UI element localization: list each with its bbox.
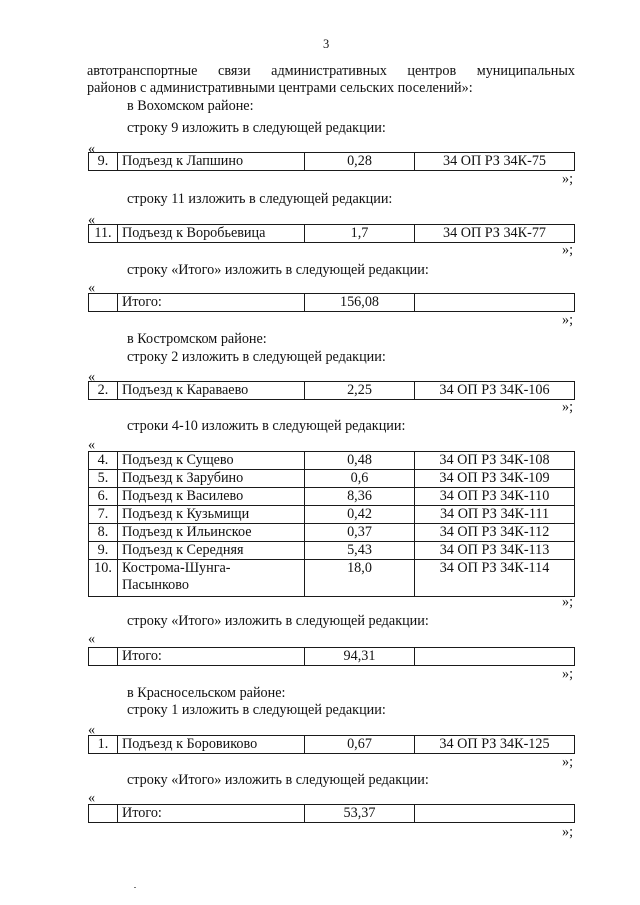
road-code: 34 ОП РЗ 34К-106 — [415, 382, 575, 400]
quote-close: »; — [562, 754, 574, 770]
total-length: 94,31 — [305, 648, 415, 666]
row-number — [89, 805, 118, 823]
quote-close: »; — [562, 399, 574, 415]
road-code: 34 ОП РЗ 34К-110 — [415, 488, 575, 506]
road-code: 34 ОП РЗ 34К-109 — [415, 470, 575, 488]
road-length: 0,67 — [305, 736, 415, 754]
quote-open: « — [88, 790, 96, 806]
road-code: 34 ОП РЗ 34К-113 — [415, 542, 575, 560]
quote-open: « — [88, 631, 96, 647]
road-name-line-1: Кострома-Шунга- — [122, 560, 231, 576]
road-name: Подъезд к Середняя — [118, 542, 305, 560]
row-number: 2. — [89, 382, 118, 400]
table-row — [89, 153, 575, 171]
kostroma-heading: в Костромском районе: — [127, 331, 267, 347]
krasnoe-instr-row1: строку 1 изложить в следующей редакции: — [127, 702, 386, 718]
road-name: Подъезд к Лапшино — [118, 153, 305, 171]
quote-open: « — [88, 212, 96, 228]
road-length: 5,43 — [305, 542, 415, 560]
vokhma-heading: в Вохомском районе: — [127, 98, 254, 114]
row-number: 6. — [89, 488, 118, 506]
road-code: 34 ОП РЗ 34К-108 — [415, 452, 575, 470]
road-name: Подъезд к Зарубино — [118, 470, 305, 488]
intro-word: центров — [407, 63, 457, 79]
road-name — [118, 560, 305, 597]
scan-speck — [134, 887, 136, 888]
row-number: 10. — [89, 560, 118, 597]
row-number: 7. — [89, 506, 118, 524]
road-name: Подъезд к Боровиково — [118, 736, 305, 754]
total-label: Итого: — [118, 648, 305, 666]
intro-line-2: районов с административными центрами сельских поселений»: — [87, 80, 473, 96]
total-code — [415, 294, 575, 312]
road-name-line-2: Пасынково — [122, 577, 189, 593]
intro-word: административных — [271, 63, 387, 79]
row-number: 9. — [89, 542, 118, 560]
road-length: 0,28 — [305, 153, 415, 171]
road-length: 0,37 — [305, 524, 415, 542]
quote-close: »; — [562, 824, 574, 840]
krasnoe-instr-total: строку «Итого» изложить в следующей редакции: — [127, 772, 429, 788]
row-number — [89, 648, 118, 666]
total-label: Итого: — [118, 805, 305, 823]
vokhma-total-table — [88, 293, 575, 312]
road-length: 18,0 — [305, 560, 415, 597]
vokhma-instr-total: строку «Итого» изложить в следующей редакции: — [127, 262, 429, 278]
quote-open: « — [88, 369, 96, 385]
table-row — [89, 488, 575, 506]
table-row — [89, 648, 575, 666]
table-row — [89, 805, 575, 823]
table-row — [89, 452, 575, 470]
quote-open: « — [88, 722, 96, 738]
vokhma-row9-table — [88, 152, 575, 171]
road-name: Подъезд к Сущево — [118, 452, 305, 470]
intro-paragraph — [87, 63, 575, 97]
road-name: Подъезд к Василево — [118, 488, 305, 506]
table-row — [89, 225, 575, 243]
table-row — [89, 470, 575, 488]
road-name: Подъезд к Кузьмищи — [118, 506, 305, 524]
table-row — [89, 524, 575, 542]
kostroma-total-table — [88, 647, 575, 666]
road-length: 8,36 — [305, 488, 415, 506]
intro-word: связи — [218, 63, 251, 79]
quote-open: « — [88, 280, 96, 296]
vokhma-instr-row9: строку 9 изложить в следующей редакции: — [127, 120, 386, 136]
road-length: 0,6 — [305, 470, 415, 488]
quote-open: « — [88, 141, 96, 157]
table-row — [89, 736, 575, 754]
road-code: 34 ОП РЗ 34К-125 — [415, 736, 575, 754]
vokhma-instr-row11: строку 11 изложить в следующей редакции: — [127, 191, 393, 207]
road-name: Подъезд к Ильинское — [118, 524, 305, 542]
intro-line-1 — [87, 63, 575, 80]
table-row — [89, 542, 575, 560]
total-length: 53,37 — [305, 805, 415, 823]
road-code: 34 ОП РЗ 34К-75 — [415, 153, 575, 171]
total-code — [415, 805, 575, 823]
kostroma-instr-total: строку «Итого» изложить в следующей редакции: — [127, 613, 429, 629]
kostroma-row2-table — [88, 381, 575, 400]
kostroma-instr-row2: строку 2 изложить в следующей редакции: — [127, 349, 386, 365]
row-number: 8. — [89, 524, 118, 542]
row-number: 1. — [89, 736, 118, 754]
quote-close: »; — [562, 666, 574, 682]
road-code: 34 ОП РЗ 34К-112 — [415, 524, 575, 542]
vokhma-row11-table — [88, 224, 575, 243]
table-row — [89, 382, 575, 400]
total-length: 156,08 — [305, 294, 415, 312]
road-length: 1,7 — [305, 225, 415, 243]
road-code: 34 ОП РЗ 34К-111 — [415, 506, 575, 524]
table-row — [89, 506, 575, 524]
row-number: 11. — [89, 225, 118, 243]
row-number: 4. — [89, 452, 118, 470]
row-number: 5. — [89, 470, 118, 488]
road-code: 34 ОП РЗ 34К-114 — [415, 560, 575, 597]
road-length: 0,48 — [305, 452, 415, 470]
table-row — [89, 560, 575, 597]
total-label: Итого: — [118, 294, 305, 312]
kostroma-instr-rows: строки 4-10 изложить в следующей редакции: — [127, 418, 406, 434]
table-row — [89, 294, 575, 312]
quote-close: »; — [562, 171, 574, 187]
intro-word: автотранспортные — [87, 63, 198, 79]
road-code: 34 ОП РЗ 34К-77 — [415, 225, 575, 243]
kostroma-rows-table — [88, 451, 575, 597]
quote-close: »; — [562, 312, 574, 328]
krasnoe-total-table — [88, 804, 575, 823]
quote-close: »; — [562, 242, 574, 258]
page-number: 3 — [323, 37, 330, 51]
krasnoe-heading: в Красносельском районе: — [127, 685, 286, 701]
road-name: Подъезд к Караваево — [118, 382, 305, 400]
row-number: 9. — [89, 153, 118, 171]
road-length: 0,42 — [305, 506, 415, 524]
row-number — [89, 294, 118, 312]
quote-close: »; — [562, 594, 574, 610]
road-name: Подъезд к Воробьевица — [118, 225, 305, 243]
krasnoe-row1-table — [88, 735, 575, 754]
intro-word: муниципальных — [476, 63, 575, 79]
quote-open: « — [88, 437, 96, 453]
road-length: 2,25 — [305, 382, 415, 400]
total-code — [415, 648, 575, 666]
